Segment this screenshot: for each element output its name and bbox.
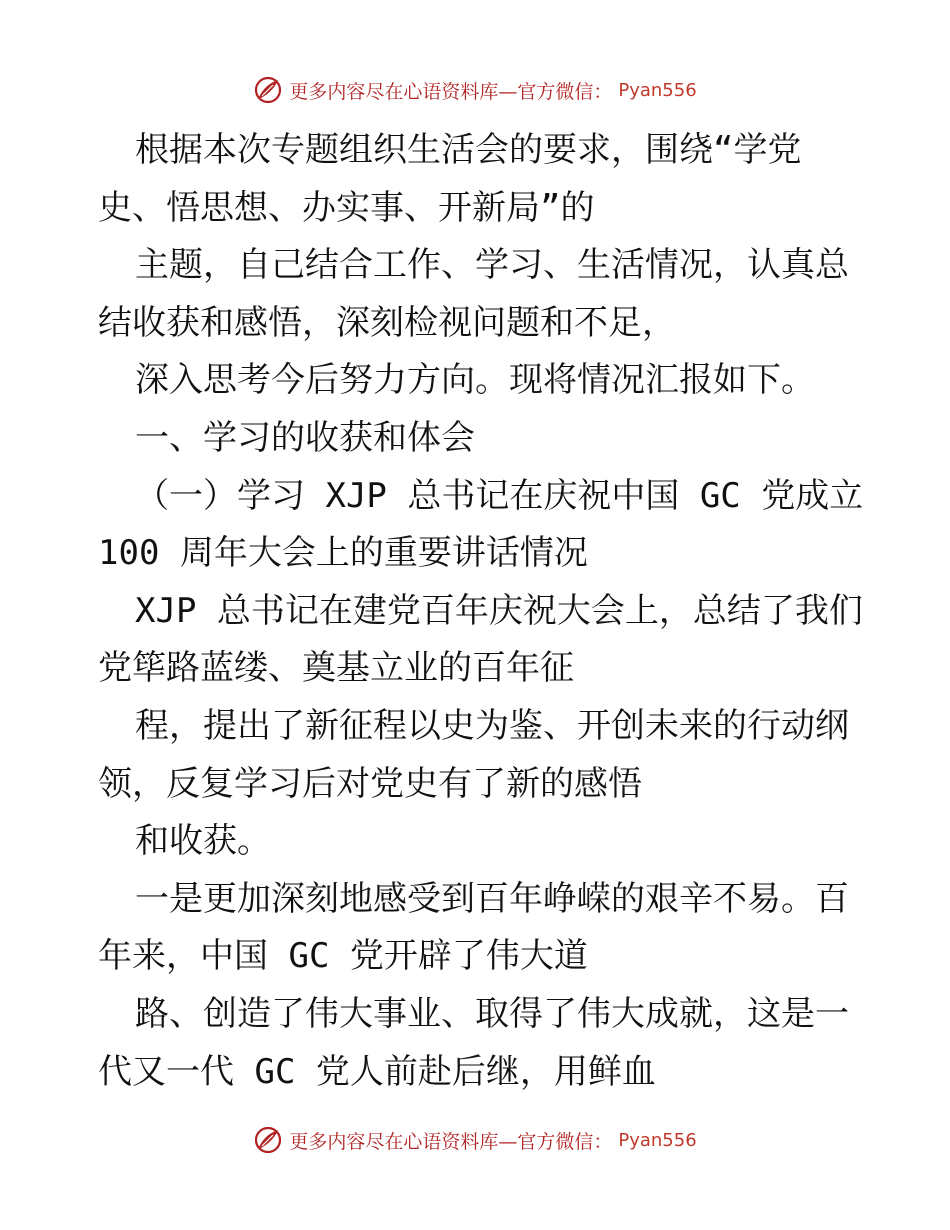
text-line: XJP 总书记在建党百年庆祝大会上，总结了我们 xyxy=(135,590,863,631)
text-line: 和收获。 xyxy=(135,821,271,862)
text-line: 领，反复学习后对党史有了新的感悟 xyxy=(98,763,642,804)
text-line: 深入思考今后努力方向。现将情况汇报如下。 xyxy=(135,360,815,401)
watermark-text: 更多内容尽在心语资料库—官方微信： xyxy=(289,1130,613,1153)
text-line: 100 周年大会上的重要讲话情况 xyxy=(98,533,588,574)
text-line: 党筚路蓝缕、奠基立业的百年征 xyxy=(98,648,574,689)
text-line: （一）学习 XJP 总书记在庆祝中国 GC 党成立 xyxy=(135,475,864,516)
watermark-wechat-id: Pyan556 xyxy=(618,79,697,101)
text-line: 主题，自己结合工作、学习、生活情况，认真总 xyxy=(135,245,849,286)
text-line: 代又一代 GC 党人前赴后继，用鲜血 xyxy=(98,1051,656,1092)
text-line: 程，提出了新征程以史为鉴、开创未来的行动纲 xyxy=(135,705,849,746)
text-line: 根据本次专题组织生活会的要求，围绕“学党 xyxy=(135,130,802,170)
text-line: 结收获和感悟，深刻检视问题和不足， xyxy=(98,302,676,343)
footer-watermark xyxy=(0,1120,950,1160)
watermark-text: 更多内容尽在心语资料库—官方微信： xyxy=(289,80,613,103)
header-watermark xyxy=(0,70,950,110)
text-line: 史、悟思想、办实事、开新局”的 xyxy=(98,187,595,228)
feather-logo-icon xyxy=(253,1125,283,1155)
watermark-wechat-id: Pyan556 xyxy=(618,1129,697,1151)
text-line: 一是更加深刻地感受到百年峥嵘的艰辛不易。百 xyxy=(135,878,849,919)
body-text xyxy=(98,122,864,1101)
text-line: 一、学习的收获和体会 xyxy=(135,417,475,458)
feather-logo-icon xyxy=(253,75,283,105)
text-line: 路、创造了伟大事业、取得了伟大成就，这是一 xyxy=(135,993,849,1034)
text-line: 年来，中国 GC 党开辟了伟大道 xyxy=(98,936,588,977)
